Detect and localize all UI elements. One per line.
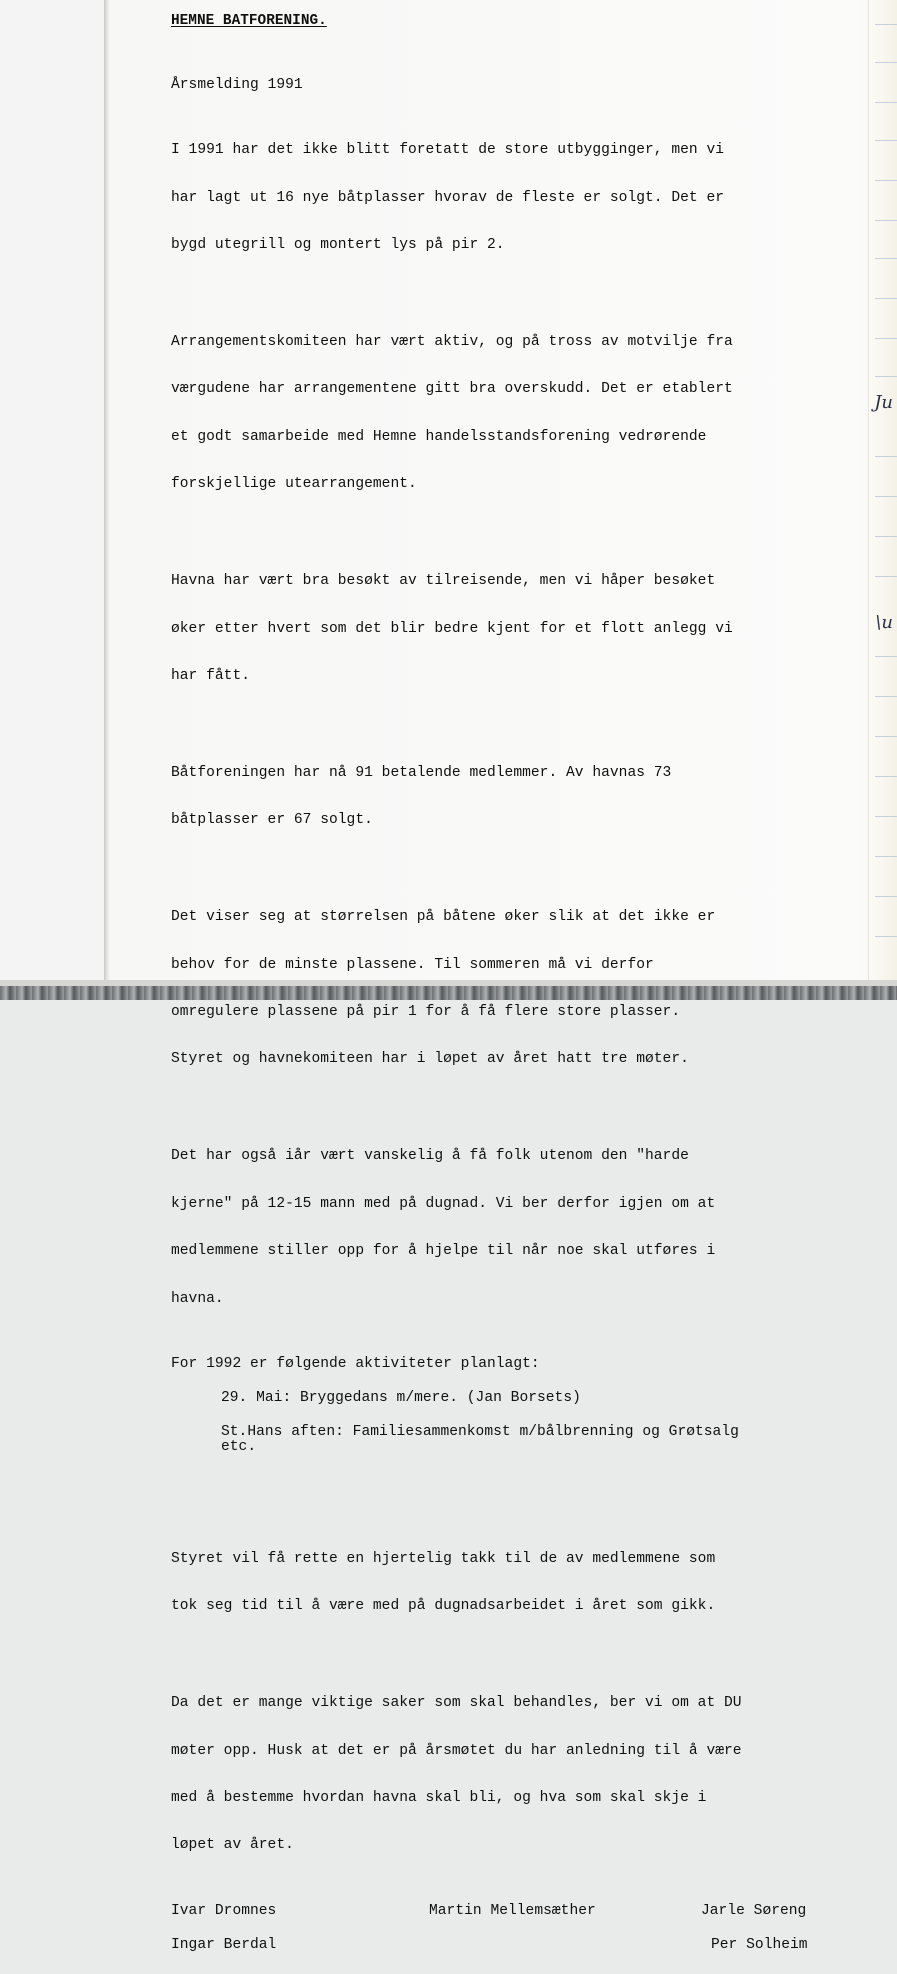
- text-line: har fått.: [171, 667, 250, 684]
- text-line: 29. Mai: Bryggedans m/mere. (Jan Borsets): [221, 1389, 581, 1406]
- report-heading: Årsmelding 1991: [171, 76, 303, 93]
- ruled-line: [875, 856, 897, 857]
- ruled-line: [875, 140, 897, 141]
- closing-paragraph: [171, 1665, 861, 1886]
- ruled-line: [875, 338, 897, 339]
- closing-paragraph: [171, 1520, 861, 1646]
- ruled-line: [875, 736, 897, 737]
- spacer: [171, 1474, 861, 1520]
- ruled-line: [875, 258, 897, 259]
- text-line: møter opp. Husk at det er på årsmøtet du har anledning til å være: [171, 1742, 742, 1759]
- ruled-line: [875, 180, 897, 181]
- text-line: Styret vil få rette en hjertelig takk til de av medlemmene som: [171, 1550, 716, 1567]
- paragraph: [171, 734, 861, 860]
- ruled-line: [875, 776, 897, 777]
- margin-handwriting: \u: [875, 612, 893, 633]
- signatory-name: Jarle Søreng: [701, 1902, 807, 1919]
- paragraph: [171, 112, 861, 286]
- text-line: St.Hans aften: Familiesammenkomst m/bålbrenning og Grøtsalg: [221, 1423, 739, 1440]
- signature-block: [171, 1904, 861, 1974]
- ruled-line: [875, 102, 897, 103]
- ruled-line: [875, 62, 897, 63]
- ruled-line: [875, 376, 897, 377]
- paragraph: [171, 543, 861, 717]
- adjacent-page-edge: [868, 0, 897, 985]
- text-line: båtplasser er 67 solgt.: [171, 812, 373, 829]
- activity-item: [221, 1391, 861, 1407]
- text-line: behov for de minste plassene. Til sommeren må vi derfor: [171, 956, 654, 973]
- text-line: Det viser seg at størrelsen på båtene øker slik at det ikke er: [171, 909, 716, 926]
- text-line: medlemmene stiller opp for å hjelpe til når noe skal utføres i: [171, 1243, 716, 1260]
- text-line: Det har også iår vært vanskelig å få folk utenom den "harde: [171, 1148, 689, 1165]
- paragraph: [171, 879, 861, 1100]
- page-left-edge: [104, 0, 108, 985]
- ruled-line: [875, 816, 897, 817]
- text-line: forskjellige utearrangement.: [171, 476, 417, 493]
- text-line: tok seg tid til å være med på dugnadsarbeidet i året som gikk.: [171, 1598, 716, 1615]
- text-line: etc.: [221, 1439, 257, 1456]
- text-line: havna.: [171, 1290, 224, 1307]
- paragraph: [171, 303, 861, 524]
- ruled-line: [875, 220, 897, 221]
- text-line: Arrangementskomiteen har vært aktiv, og på tross av motvilje fra: [171, 333, 733, 350]
- text-line: omregulere plassene på pir 1 for å få flere store plasser.: [171, 1004, 681, 1021]
- text-line: Havna har vært bra besøkt av tilreisende, men vi håper besøket: [171, 573, 716, 590]
- margin-handwriting: Ju: [874, 392, 893, 413]
- activity-item: [221, 1425, 861, 1457]
- ruled-line: [875, 298, 897, 299]
- text-line: løpet av året.: [171, 1837, 294, 1854]
- ruled-line: [875, 696, 897, 697]
- paragraph: [171, 1118, 861, 1339]
- text-line: kjerne" på 12-15 mann med på dugnad. Vi ber derfor igjen om at: [171, 1195, 716, 1212]
- ruled-line: [875, 536, 897, 537]
- text-line: et godt samarbeide med Hemne handelsstandsforening vedrørende: [171, 428, 707, 445]
- ruled-line: [875, 24, 897, 25]
- ruled-line: [875, 936, 897, 937]
- ruled-line: [875, 576, 897, 577]
- ruled-line: [875, 656, 897, 657]
- ruled-line: [875, 456, 897, 457]
- text-line: med å bestemme hvordan havna skal bli, og hva som skal skje i: [171, 1789, 707, 1806]
- text-line: Styret og havnekomiteen har i løpet av året hatt tre møter.: [171, 1051, 689, 1068]
- text-line: Da det er mange viktige saker som skal behandles, ber vi om at DU: [171, 1695, 742, 1712]
- text-line: værgudene har arrangementene gitt bra overskudd. Det er etablert: [171, 381, 733, 398]
- text-line: Båtforeningen har nå 91 betalende medlemmer. Av havnas 73: [171, 764, 672, 781]
- text-line: I 1991 har det ikke blitt foretatt de store utbygginger, men vi: [171, 142, 724, 159]
- text-line: har lagt ut 16 nye båtplasser hvorav de fleste er solgt. Det er: [171, 189, 724, 206]
- annual-report-document: [171, 14, 861, 1974]
- document-title: HEMNE BATFORENING.: [171, 13, 327, 29]
- signatory-name: Martin Mellemsæther: [429, 1902, 596, 1919]
- activities-intro: For 1992 er følgende aktiviteter planlagt:: [171, 1355, 540, 1372]
- text-line: bygd utegrill og montert lys på pir 2.: [171, 236, 505, 253]
- text-line: øker etter hvert som det blir bedre kjent for et flott anlegg vi: [171, 620, 733, 637]
- signatory-name: Ingar Berdal: [171, 1936, 277, 1953]
- ruled-line: [875, 896, 897, 897]
- ruled-line: [875, 496, 897, 497]
- signatory-name: Ivar Dromnes: [171, 1902, 277, 1919]
- signatory-name: Per Solheim: [711, 1936, 808, 1953]
